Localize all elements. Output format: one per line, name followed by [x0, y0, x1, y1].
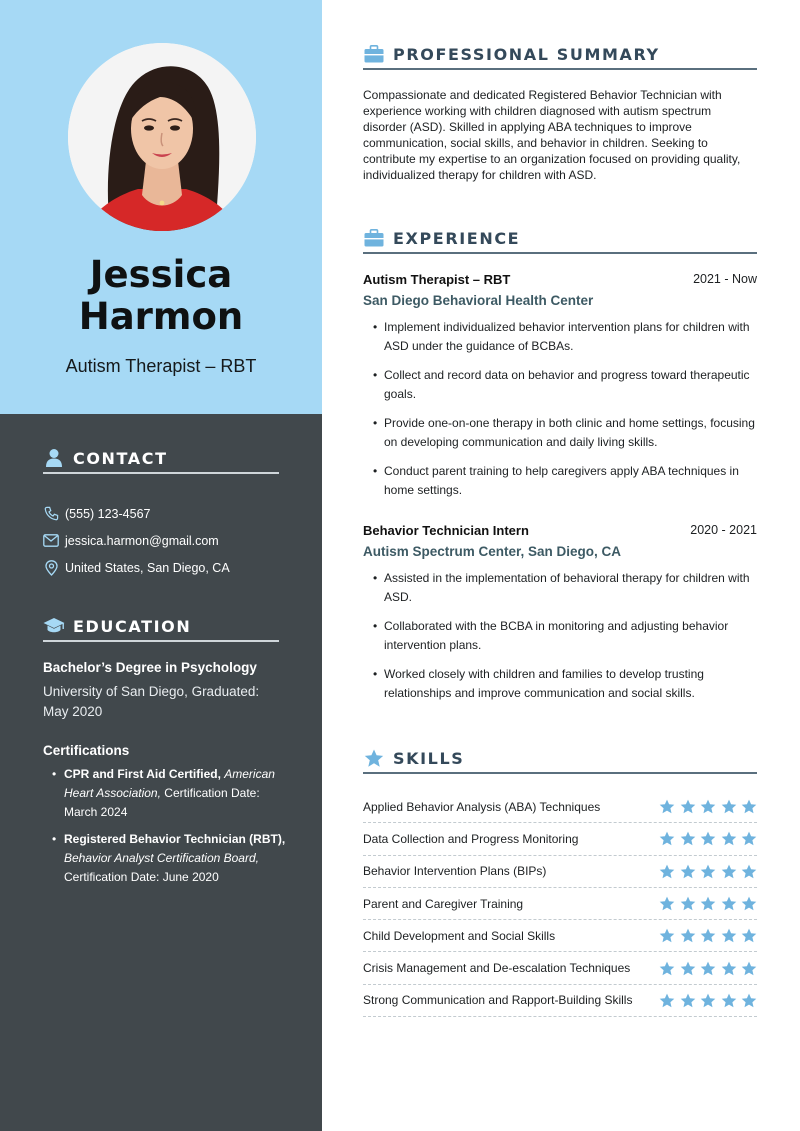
job-bullets — [373, 318, 757, 500]
certification-item — [52, 765, 292, 822]
rating-star-icon — [741, 961, 757, 976]
skill-name: Parent and Caregiver Training — [363, 896, 524, 911]
rating-star-icon — [680, 799, 696, 814]
rating-star-icon — [659, 928, 675, 943]
job-dates: 2021 - Now — [693, 272, 757, 286]
education-heading-label: EDUCATION — [73, 616, 192, 636]
skill-rating — [655, 993, 758, 1008]
rating-star-icon — [659, 993, 675, 1008]
location-pin-icon — [43, 560, 59, 576]
briefcase-icon — [363, 227, 385, 249]
contact-list — [43, 500, 303, 581]
rating-star-icon — [700, 864, 716, 879]
experience-heading-label: EXPERIENCE — [393, 228, 521, 248]
job-bullet: • Assisted in the implementation of behavioral therapy for children with ASD. — [373, 569, 757, 607]
contact-heading — [43, 444, 279, 474]
graduation-cap-icon — [43, 615, 65, 637]
skill-rating — [655, 961, 758, 976]
rating-star-icon — [741, 799, 757, 814]
skill-rating — [655, 799, 758, 814]
rating-star-icon — [700, 961, 716, 976]
rating-star-icon — [659, 831, 675, 846]
job-title: Autism Therapist – RBT — [363, 272, 511, 287]
rating-star-icon — [680, 993, 696, 1008]
skill-name: Strong Communication and Rapport-Building Skills — [363, 993, 633, 1008]
skill-name: Crisis Management and De-escalation Techniques — [363, 961, 631, 976]
job-title: Behavior Technician Intern — [363, 523, 529, 538]
sidebar — [0, 0, 322, 1131]
contact-location — [43, 554, 303, 581]
summary-text: Compassionate and dedicated Registered Behavior Technician with experience working with children diagnosed with autism spectrum disorder (ASD). Skilled in applying ABA techniques to improve communication, social skills, and behavior in children. Seeking to contribute my expertise to an organization focused on providing quality, individualized therapy for children with ASD. — [363, 88, 741, 182]
certification-item — [52, 830, 292, 887]
experience-item — [363, 523, 757, 713]
rating-star-icon — [721, 993, 737, 1008]
rating-star-icon — [741, 831, 757, 846]
rating-star-icon — [741, 896, 757, 911]
contact-email-text: jessica.harmon@gmail.com — [65, 533, 219, 548]
briefcase-icon — [363, 43, 385, 65]
mail-icon — [43, 533, 59, 549]
skills-heading — [363, 744, 757, 774]
job-company: San Diego Behavioral Health Center — [363, 293, 594, 308]
contact-phone[interactable] — [43, 500, 303, 527]
certification-detail: Certification Date: June 2020 — [64, 870, 219, 884]
last-name: Harmon — [78, 295, 244, 338]
skill-item — [363, 888, 757, 920]
job-company: Autism Spectrum Center, San Diego, CA — [363, 544, 622, 559]
certification-name: Registered Behavior Technician (RBT), — [64, 832, 286, 846]
rating-star-icon — [700, 993, 716, 1008]
skill-item — [363, 920, 757, 952]
skill-rating — [655, 896, 758, 911]
skill-rating — [655, 864, 758, 879]
user-icon — [43, 447, 65, 469]
skill-item — [363, 985, 757, 1017]
skill-name: Applied Behavior Analysis (ABA) Techniques — [363, 799, 601, 814]
rating-star-icon — [700, 799, 716, 814]
summary-heading — [363, 40, 757, 70]
phone-icon — [43, 506, 59, 522]
skill-name: Child Development and Social Skills — [363, 928, 556, 943]
rating-star-icon — [721, 928, 737, 943]
profile-photo — [68, 43, 256, 231]
job-bullet: • Implement individualized behavior intervention plans for children with ASD under the guidance of BCBAs. — [373, 318, 757, 356]
skill-rating — [655, 831, 758, 846]
star-icon — [363, 747, 385, 769]
certifications-list — [52, 765, 292, 895]
rating-star-icon — [659, 864, 675, 879]
summary-heading-label: PROFESSIONAL SUMMARY — [393, 44, 660, 64]
skill-item — [363, 823, 757, 855]
rating-star-icon — [659, 961, 675, 976]
job-bullet: • Collaborated with the BCBA in monitoring and adjusting behavior intervention plans. — [373, 617, 757, 655]
certifications-heading: Certifications — [43, 743, 130, 758]
certification-issuer: American Heart Association, — [64, 767, 275, 800]
education-heading — [43, 612, 279, 642]
job-bullet: • Collect and record data on behavior and progress toward therapeutic goals. — [373, 366, 757, 404]
skill-item — [363, 856, 757, 888]
rating-star-icon — [741, 993, 757, 1008]
job-dates: 2020 - 2021 — [690, 523, 757, 537]
contact-heading-label: CONTACT — [73, 448, 168, 468]
rating-star-icon — [659, 799, 675, 814]
education-degree: Bachelor’s Degree in Psychology — [43, 660, 257, 675]
skills-heading-label: SKILLS — [393, 748, 465, 768]
skill-item — [363, 791, 757, 823]
rating-star-icon — [741, 928, 757, 943]
profile-header — [0, 0, 322, 414]
profile-name — [0, 254, 322, 338]
certification-issuer: Behavior Analyst Certification Board, — [64, 851, 259, 865]
rating-star-icon — [680, 896, 696, 911]
portrait-illustration — [68, 43, 256, 231]
rating-star-icon — [700, 896, 716, 911]
skills-list — [363, 791, 757, 1017]
job-bullet: • Worked closely with children and families to develop trusting relationships and improve communication and social skills. — [373, 665, 757, 703]
contact-phone-text: (555) 123-4567 — [65, 506, 151, 521]
rating-star-icon — [721, 896, 737, 911]
rating-star-icon — [700, 928, 716, 943]
job-bullets — [373, 569, 757, 703]
job-bullet: • Provide one-on-one therapy in both clinic and home settings, focusing on developing communication and daily living skills. — [373, 414, 757, 452]
rating-star-icon — [721, 799, 737, 814]
contact-email[interactable] — [43, 527, 303, 554]
rating-star-icon — [700, 831, 716, 846]
skill-item — [363, 952, 757, 984]
job-bullet: • Conduct parent training to help caregivers apply ABA techniques in home settings. — [373, 462, 757, 500]
certification-detail: Certification Date: March 2024 — [64, 786, 260, 819]
education-school: University of San Diego, Graduated: May 2020 — [43, 684, 260, 719]
rating-star-icon — [721, 961, 737, 976]
contact-location-text: United States, San Diego, CA — [65, 560, 230, 575]
experience-item — [363, 272, 757, 510]
first-name: Jessica — [89, 253, 233, 296]
skill-name: Data Collection and Progress Monitoring — [363, 831, 579, 846]
rating-star-icon — [659, 896, 675, 911]
skill-name: Behavior Intervention Plans (BIPs) — [363, 864, 547, 879]
experience-heading — [363, 224, 757, 254]
skill-rating — [655, 928, 758, 943]
profile-role: Autism Therapist – RBT — [65, 356, 257, 376]
rating-star-icon — [721, 831, 737, 846]
rating-star-icon — [680, 831, 696, 846]
rating-star-icon — [680, 961, 696, 976]
rating-star-icon — [680, 928, 696, 943]
rating-star-icon — [680, 864, 696, 879]
certification-name: CPR and First Aid Certified, — [64, 767, 221, 781]
rating-star-icon — [721, 864, 737, 879]
rating-star-icon — [741, 864, 757, 879]
